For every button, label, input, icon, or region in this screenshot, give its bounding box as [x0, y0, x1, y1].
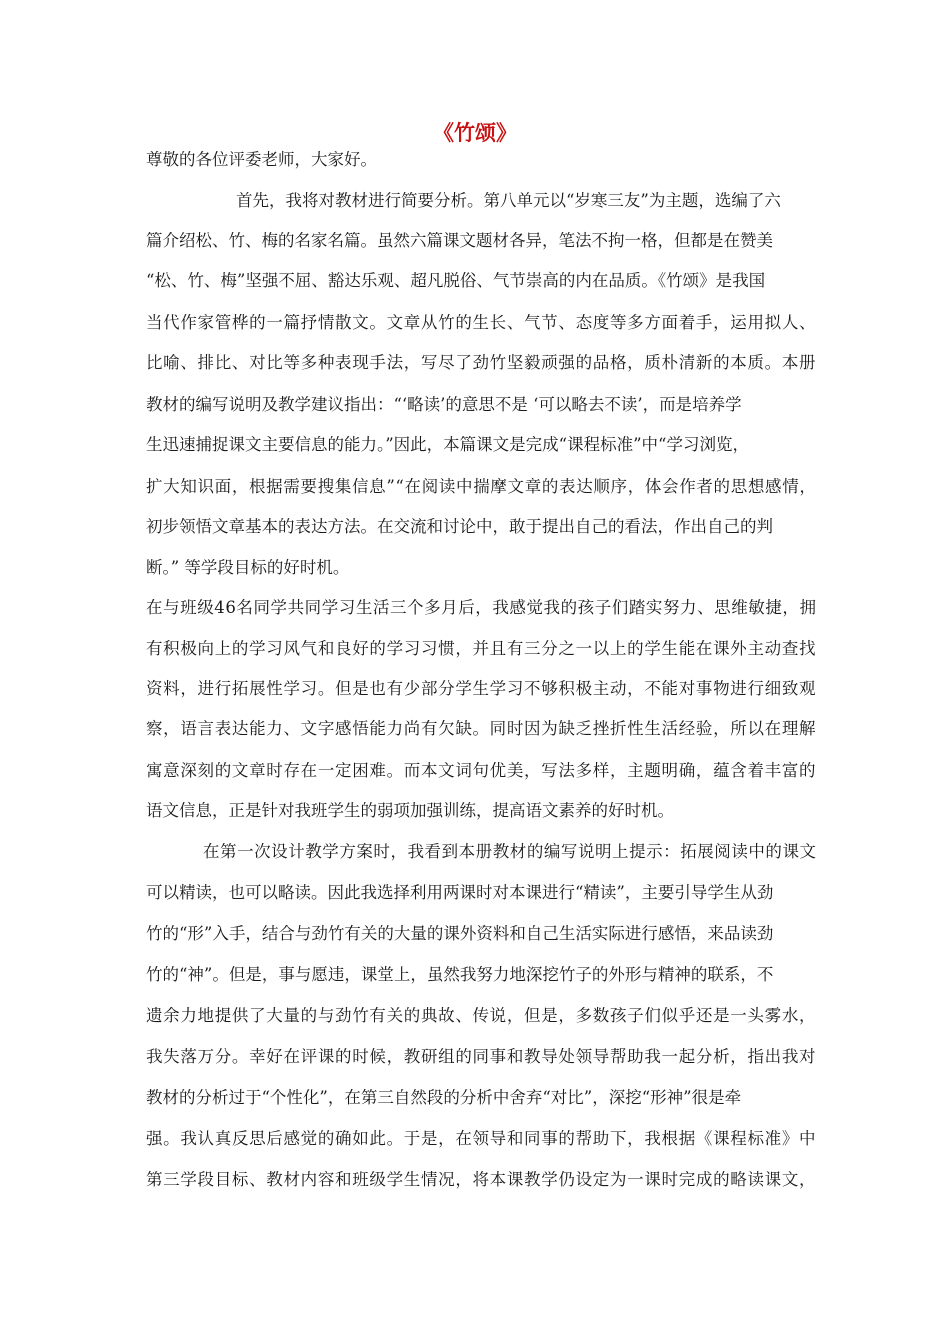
paragraph-2-line: 寓意深刻的文章时存在一定困难。而本文词句优美，写法多样，主题明确，蕴含着丰富的 [146, 761, 817, 780]
paragraph-1-line: “松、竹、梅”坚强不屈、豁达乐观、超凡脱俗、气节崇高的内在品质。《竹颂》是我国 [146, 271, 766, 290]
paragraph-1-line: 扩大知识面，根据需要搜集信息”“在阅读中揣摩文章的表达顺序，体会作者的思想感情， [146, 477, 817, 496]
paragraph-2-line: 有积极向上的学习风气和良好的学习习惯，并且有三分之一以上的学生能在课外主动查找 [146, 639, 817, 658]
paragraph-3-line: 可以精读，也可以略读。因此我选择利用两课时对本课进行“精读”，主要引导学生从劲 [146, 883, 774, 902]
paragraph-3-line: 在第一次设计教学方案时，我看到本册教材的编写说明上提示：拓展阅读中的课文 [203, 842, 817, 861]
paragraph-1-line: 首先，我将对教材进行简要分析。第八单元以“岁寒三友”为主题，选编了六 [236, 191, 781, 210]
paragraph-3-line: 教材的分析过于“个性化”，在第三自然段的分析中舍弃“对比”，深挖“形神”很是牵 [146, 1088, 742, 1107]
paragraph-1-line: 当代作家管桦的一篇抒情散文。文章从竹的生长、气节、态度等多方面着手，运用拟人、 [146, 313, 817, 332]
paragraph-2-line: 资料，进行拓展性学习。但是也有少部分学生学习不够积极主动，不能对事物进行细致观 [146, 679, 817, 698]
paragraph-3-line: 强。我认真反思后感觉的确如此。于是，在领导和同事的帮助下，我根据《课程标准》中 [146, 1129, 817, 1148]
paragraph-3-line: 竹的“形”入手，结合与劲竹有关的大量的课外资料和自己生活实际进行感悟，来品读劲 [146, 924, 774, 943]
paragraph-3-line: 遗余力地提供了大量的与劲竹有关的典故、传说，但是，多数孩子们似乎还是一头雾水， [146, 1006, 817, 1025]
paragraph-3-line: 第三学段目标、教材内容和班级学生情况，将本课教学仍设定为一课时完成的略读课文， [146, 1170, 817, 1189]
paragraph-1-line: 初步领悟文章基本的表达方法。在交流和讨论中，敢于提出自己的看法，作出自己的判 [146, 517, 773, 536]
paragraph-1-line: 教材的编写说明及教学建议指出：“‘略读’的意思不是 ‘可以略去不读’，而是培养学 [146, 395, 742, 414]
paragraph-1-line: 比喻、排比、对比等多种表现手法，写尽了劲竹坚毅顽强的品格，质朴清新的本质。本册 [146, 353, 817, 372]
paragraph-1-line: 断。” 等学段目标的好时机。 [146, 558, 350, 577]
paragraph-3-line: 竹的“神”。但是，事与愿违，课堂上，虽然我努力地深挖竹子的外形与精神的联系，不 [146, 965, 774, 984]
document-title: 《竹颂》 [433, 121, 517, 145]
paragraph-1-line: 生迅速捕捉课文主要信息的能力。”因此，本篇课文是完成“课程标准”中“学习浏览， [146, 435, 749, 454]
paragraph-3-line: 我失落万分。幸好在评课的时候，教研组的同事和教导处领导帮助我一起分析，指出我对 [146, 1047, 817, 1066]
paragraph-1-line: 篇介绍松、竹、梅的名家名篇。虽然六篇课文题材各异，笔法不拘一格，但都是在赞美 [146, 231, 773, 250]
greeting-line: 尊敬的各位评委老师，大家好。 [146, 150, 377, 169]
paragraph-2-line: 语文信息，正是针对我班学生的弱项加强训练，提高语文素养的好时机。 [146, 801, 674, 820]
paragraph-2-line: 察，语言表达能力、文字感悟能力尚有欠缺。同时因为缺乏挫折性生活经验，所以在理解 [146, 719, 817, 738]
paragraph-2-line: 在与班级46名同学共同学习生活三个多月后，我感觉我的孩子们踏实努力、思维敏捷，拥 [146, 598, 817, 617]
